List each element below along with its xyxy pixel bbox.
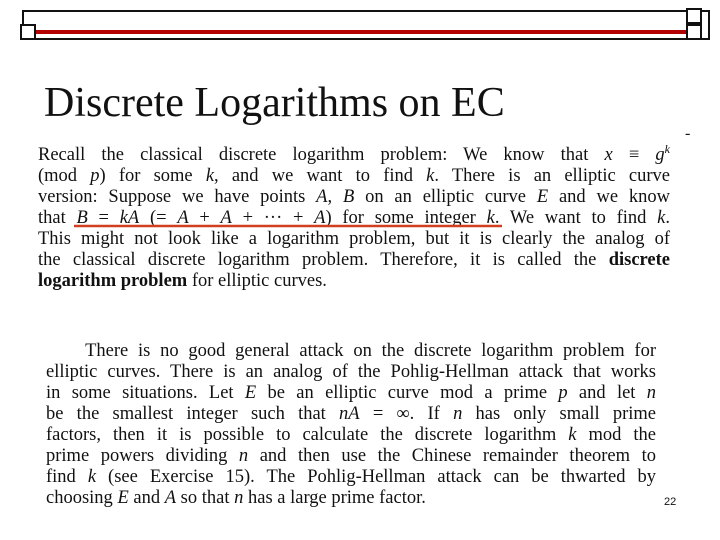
stray-dash: - bbox=[685, 125, 691, 142]
text-line: the classical discrete logarithm problem. Therefore, it is called the discrete bbox=[38, 250, 670, 271]
slide-header-bar bbox=[22, 10, 712, 40]
header-corner-box-top-right bbox=[686, 8, 702, 24]
paragraph-recall bbox=[38, 139, 670, 292]
header-red-line bbox=[26, 30, 702, 34]
header-frame bbox=[22, 10, 710, 40]
slide-title: Discrete Logarithms on EC bbox=[44, 80, 505, 126]
text-line: This might not look like a logarithm problem, but it is clearly the analog of bbox=[38, 229, 670, 250]
text-line: logarithm problem for elliptic curves. bbox=[38, 271, 327, 292]
text-line: that B = kA (= A + A + ··· + A) for some integer k. We want to find k. bbox=[38, 208, 670, 229]
text-line: in some situations. Let E be an elliptic curve mod a prime p and let n bbox=[46, 383, 657, 403]
paragraph-pohlig-hellman bbox=[46, 341, 656, 509]
text-line: (mod p) for some k, and we want to find k. There is an elliptic curve bbox=[38, 166, 670, 187]
page-number: 22 bbox=[664, 496, 677, 508]
red-underline-annotation bbox=[74, 224, 502, 228]
text-line: elliptic curves. There is an analog of the Pohlig-Hellman attack that works bbox=[46, 362, 656, 382]
text-line: prime powers dividing n and then use the Chinese remainder theorem to bbox=[46, 446, 656, 466]
header-corner-box-bottom-right bbox=[686, 24, 702, 40]
text-line: choosing E and A so that n has a large prime factor. bbox=[46, 488, 426, 508]
text-line: find k (see Exercise 15). The Pohlig-Hellman attack can be thwarted by bbox=[46, 467, 656, 487]
header-corner-box-left bbox=[20, 24, 36, 40]
text-line: There is no good general attack on the discrete logarithm problem for bbox=[46, 341, 656, 361]
text-line: be the smallest integer such that nA = ∞. If n has only small prime bbox=[46, 404, 656, 424]
text-line: factors, then it is possible to calculate the discrete logarithm k mod the bbox=[46, 425, 656, 445]
text-line: Recall the classical discrete logarithm problem: We know that $x \equiv g^k$ bbox=[38, 142, 670, 166]
text-line: version: Suppose we have points A, B on an elliptic curve E and we know bbox=[38, 187, 670, 208]
